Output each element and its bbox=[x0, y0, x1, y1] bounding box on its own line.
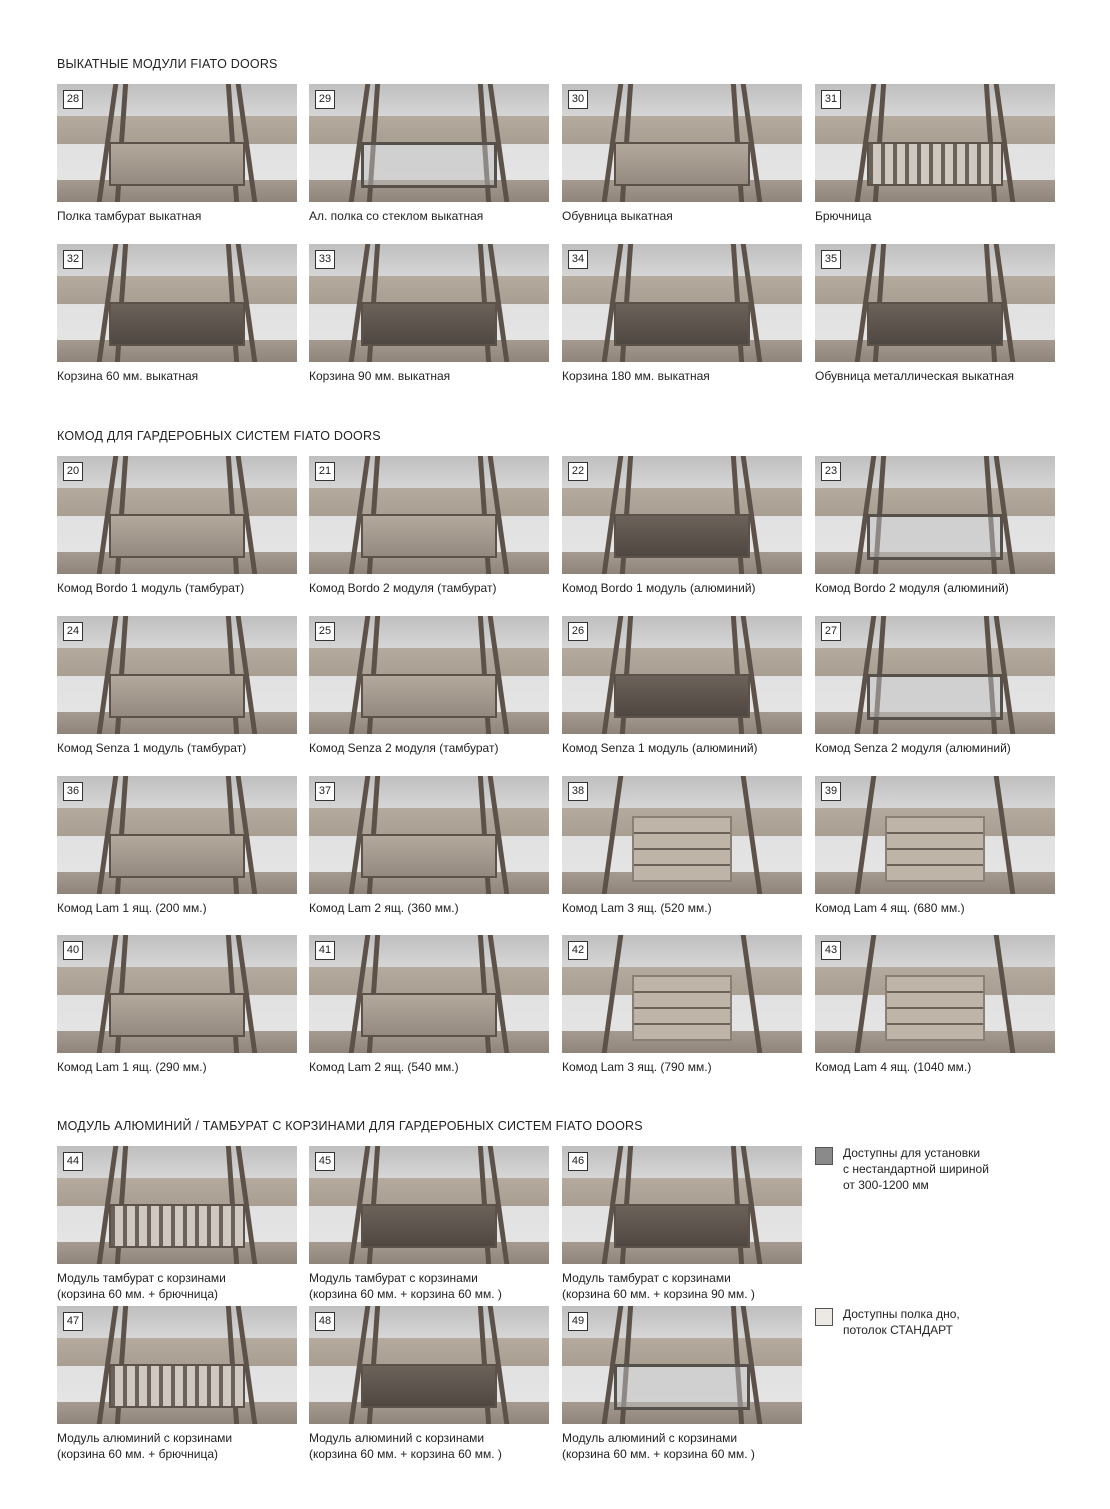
product-image bbox=[57, 1146, 297, 1264]
item-number: 34 bbox=[568, 250, 588, 269]
product-image bbox=[309, 1146, 549, 1264]
item-number: 35 bbox=[821, 250, 841, 269]
product-image bbox=[309, 244, 549, 362]
product-card bbox=[815, 935, 1055, 1075]
item-number: 28 bbox=[63, 90, 83, 109]
item-number: 36 bbox=[63, 782, 83, 801]
product-card bbox=[815, 776, 1055, 916]
product-image bbox=[57, 616, 297, 734]
item-number: 47 bbox=[63, 1312, 83, 1331]
item-caption: Комод Bordo 1 модуль (алюминий) bbox=[562, 581, 756, 595]
item-caption-detail: (корзина 60 мм. + корзина 60 мм. ) bbox=[309, 1447, 502, 1461]
product-card bbox=[562, 776, 802, 916]
legend-swatch-light bbox=[815, 1308, 833, 1326]
item-caption: Комод Bordo 2 модуля (алюминий) bbox=[815, 581, 1009, 595]
product-card bbox=[562, 456, 802, 596]
product-card bbox=[57, 616, 297, 756]
product-card bbox=[562, 1146, 802, 1302]
product-image bbox=[562, 616, 802, 734]
product-image bbox=[815, 456, 1055, 574]
legend-text: от 300-1200 мм bbox=[843, 1178, 929, 1192]
item-caption: Модуль тамбурат с корзинами bbox=[309, 1271, 478, 1285]
product-image bbox=[309, 616, 549, 734]
product-card bbox=[815, 616, 1055, 756]
item-caption: Комод Lam 3 ящ. (790 мм.) bbox=[562, 1060, 712, 1074]
item-caption: Корзина 90 мм. выкатная bbox=[309, 369, 451, 383]
item-caption: Комод Senza 2 модуля (тамбурат) bbox=[309, 741, 499, 755]
item-number: 33 bbox=[315, 250, 335, 269]
item-caption: Корзина 60 мм. выкатная bbox=[57, 369, 199, 383]
item-caption: Модуль алюминий с корзинами bbox=[57, 1431, 233, 1445]
product-card bbox=[57, 935, 297, 1075]
legend-standard bbox=[815, 1306, 1045, 1338]
product-card bbox=[562, 616, 802, 756]
item-number: 45 bbox=[315, 1152, 335, 1171]
product-card bbox=[815, 456, 1055, 596]
product-card bbox=[309, 456, 549, 596]
product-image bbox=[57, 244, 297, 362]
product-image bbox=[309, 456, 549, 574]
item-number: 38 bbox=[568, 782, 588, 801]
product-image bbox=[309, 1306, 549, 1424]
product-image bbox=[562, 244, 802, 362]
item-caption-detail: (корзина 60 мм. + брючница) bbox=[57, 1447, 219, 1461]
section-title-chest: КОМОД ДЛЯ ГАРДЕРОБНЫХ СИСТЕМ FIATO DOORS bbox=[57, 429, 381, 443]
item-caption: Полка тамбурат выкатная bbox=[57, 209, 202, 223]
item-caption: Комод Bordo 2 модуля (тамбурат) bbox=[309, 581, 497, 595]
item-caption: Комод Lam 3 ящ. (520 мм.) bbox=[562, 901, 712, 915]
product-card bbox=[309, 84, 549, 224]
section-title-basket-module: МОДУЛЬ АЛЮМИНИЙ / ТАМБУРАТ С КОРЗИНАМИ ДЛЯ ГАРДЕРОБНЫХ СИСТЕМ FIATO DOORS bbox=[57, 1119, 643, 1133]
product-image bbox=[57, 84, 297, 202]
item-caption-detail: (корзина 60 мм. + брючница) bbox=[57, 1287, 219, 1301]
item-number: 39 bbox=[821, 782, 841, 801]
item-number: 40 bbox=[63, 941, 83, 960]
item-number: 32 bbox=[63, 250, 83, 269]
product-card bbox=[57, 1146, 297, 1302]
item-caption: Комод Senza 1 модуль (тамбурат) bbox=[57, 741, 247, 755]
product-image bbox=[309, 84, 549, 202]
item-caption: Комод Lam 2 ящ. (540 мм.) bbox=[309, 1060, 459, 1074]
product-card bbox=[57, 776, 297, 916]
product-card bbox=[57, 456, 297, 596]
item-number: 30 bbox=[568, 90, 588, 109]
item-number: 46 bbox=[568, 1152, 588, 1171]
item-number: 26 bbox=[568, 622, 588, 641]
item-caption: Комод Lam 1 ящ. (290 мм.) bbox=[57, 1060, 207, 1074]
product-card bbox=[562, 84, 802, 224]
product-image bbox=[57, 1306, 297, 1424]
product-image bbox=[309, 935, 549, 1053]
product-image bbox=[562, 84, 802, 202]
legend-text: Доступны полка дно, bbox=[843, 1307, 960, 1321]
item-caption: Комод Lam 1 ящ. (200 мм.) bbox=[57, 901, 207, 915]
item-number: 20 bbox=[63, 462, 83, 481]
item-caption: Корзина 180 мм. выкатная bbox=[562, 369, 710, 383]
product-image bbox=[57, 776, 297, 894]
product-image bbox=[815, 776, 1055, 894]
item-caption: Брючница bbox=[815, 209, 872, 223]
product-card bbox=[57, 84, 297, 224]
product-card bbox=[309, 244, 549, 384]
product-image bbox=[57, 456, 297, 574]
item-number: 43 bbox=[821, 941, 841, 960]
item-caption: Ал. полка со стеклом выкатная bbox=[309, 209, 484, 223]
item-number: 23 bbox=[821, 462, 841, 481]
product-image bbox=[562, 935, 802, 1053]
item-caption: Обувница выкатная bbox=[562, 209, 673, 223]
product-image bbox=[562, 776, 802, 894]
product-card bbox=[57, 1306, 297, 1462]
item-caption: Обувница металлическая выкатная bbox=[815, 369, 1014, 383]
item-caption: Модуль тамбурат с корзинами bbox=[57, 1271, 226, 1285]
item-number: 24 bbox=[63, 622, 83, 641]
item-number: 21 bbox=[315, 462, 335, 481]
item-caption: Модуль тамбурат с корзинами bbox=[562, 1271, 731, 1285]
legend-text: потолок СТАНДАРТ bbox=[843, 1323, 953, 1337]
item-number: 29 bbox=[315, 90, 335, 109]
item-caption-detail: (корзина 60 мм. + корзина 90 мм. ) bbox=[562, 1287, 755, 1301]
legend-text: Доступны для установки bbox=[843, 1146, 981, 1160]
product-card bbox=[309, 1146, 549, 1302]
product-card bbox=[815, 244, 1055, 384]
product-image bbox=[309, 776, 549, 894]
item-number: 41 bbox=[315, 941, 335, 960]
item-number: 31 bbox=[821, 90, 841, 109]
product-card bbox=[562, 244, 802, 384]
item-caption-detail: (корзина 60 мм. + корзина 60 мм. ) bbox=[309, 1287, 502, 1301]
legend-custom-width bbox=[815, 1145, 1045, 1193]
item-number: 37 bbox=[315, 782, 335, 801]
item-number: 49 bbox=[568, 1312, 588, 1331]
product-card bbox=[562, 935, 802, 1075]
product-image bbox=[815, 935, 1055, 1053]
product-card bbox=[562, 1306, 802, 1462]
product-card bbox=[57, 244, 297, 384]
item-number: 22 bbox=[568, 462, 588, 481]
item-caption: Комод Lam 2 ящ. (360 мм.) bbox=[309, 901, 459, 915]
item-number: 48 bbox=[315, 1312, 335, 1331]
product-image bbox=[815, 84, 1055, 202]
product-card bbox=[309, 1306, 549, 1462]
legend-text: с нестандартной шириной bbox=[843, 1162, 989, 1176]
item-caption: Комод Senza 2 модуля (алюминий) bbox=[815, 741, 1011, 755]
product-card bbox=[309, 935, 549, 1075]
product-image bbox=[562, 456, 802, 574]
legend-swatch-gray bbox=[815, 1147, 833, 1165]
item-caption: Комод Bordo 1 модуль (тамбурат) bbox=[57, 581, 245, 595]
item-caption: Комод Lam 4 ящ. (680 мм.) bbox=[815, 901, 965, 915]
item-caption: Модуль алюминий с корзинами bbox=[309, 1431, 485, 1445]
item-caption: Комод Lam 4 ящ. (1040 мм.) bbox=[815, 1060, 972, 1074]
product-image bbox=[562, 1146, 802, 1264]
item-number: 27 bbox=[821, 622, 841, 641]
section-title-roll-out: ВЫКАТНЫЕ МОДУЛИ FIATO DOORS bbox=[57, 57, 278, 71]
product-image bbox=[562, 1306, 802, 1424]
item-number: 44 bbox=[63, 1152, 83, 1171]
item-caption: Модуль алюминий с корзинами bbox=[562, 1431, 738, 1445]
item-caption: Комод Senza 1 модуль (алюминий) bbox=[562, 741, 758, 755]
item-caption-detail: (корзина 60 мм. + корзина 60 мм. ) bbox=[562, 1447, 755, 1461]
product-image bbox=[57, 935, 297, 1053]
product-card bbox=[815, 84, 1055, 224]
product-card bbox=[309, 776, 549, 916]
product-card bbox=[309, 616, 549, 756]
item-number: 42 bbox=[568, 941, 588, 960]
product-image bbox=[815, 244, 1055, 362]
item-number: 25 bbox=[315, 622, 335, 641]
product-image bbox=[815, 616, 1055, 734]
